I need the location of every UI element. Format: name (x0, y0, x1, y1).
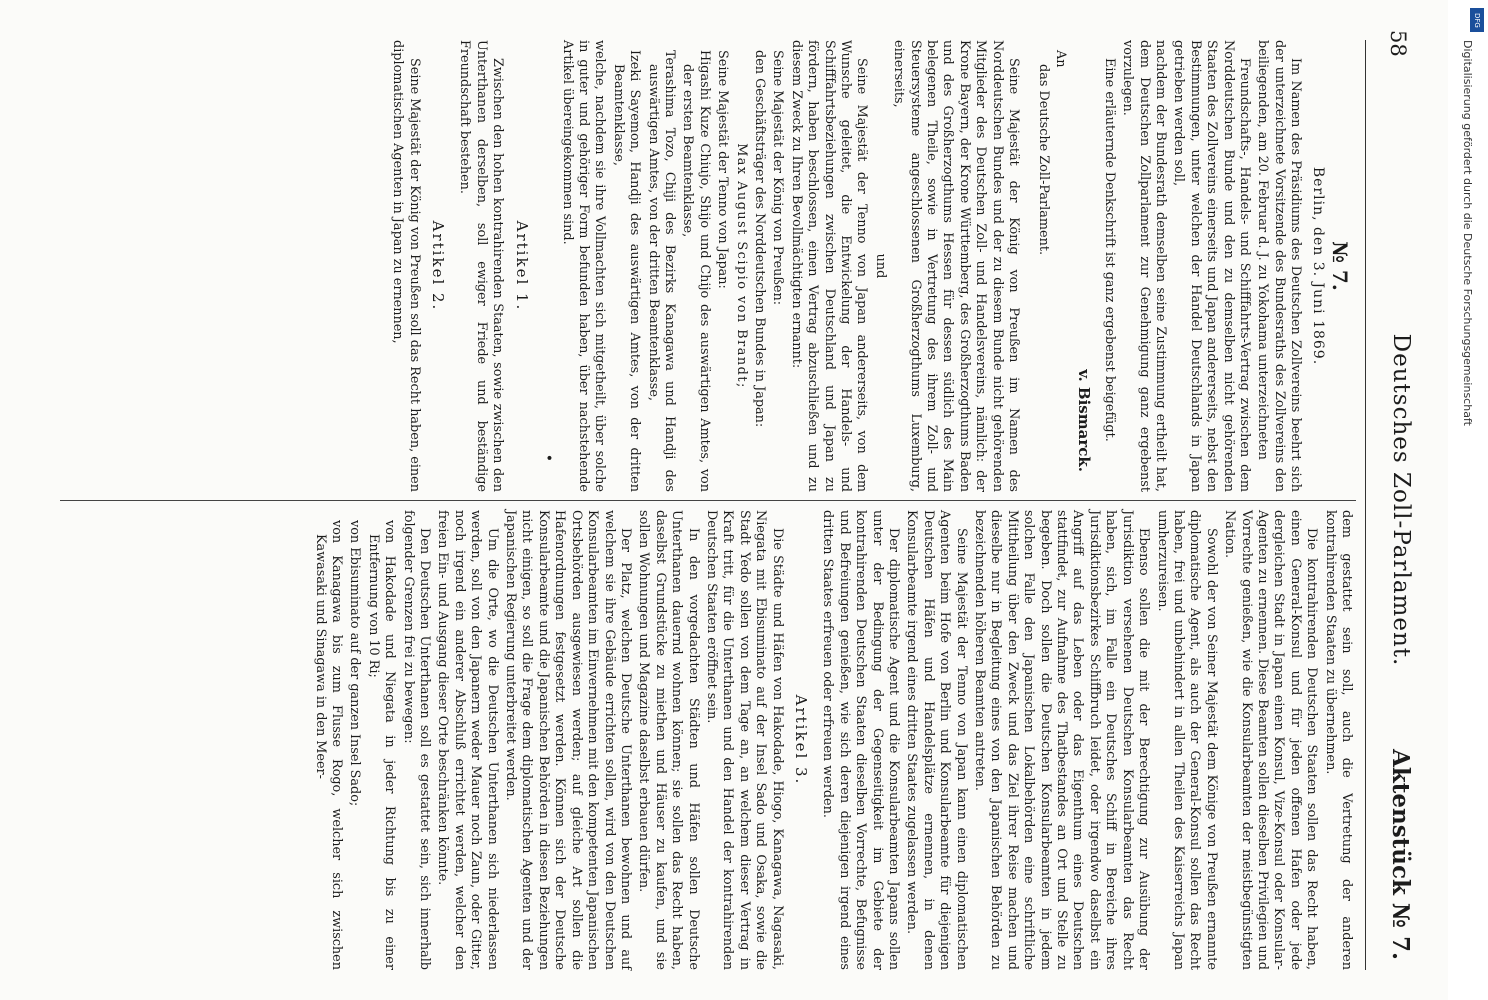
left-column (40, 40, 1354, 492)
dot-mark: • (540, 453, 557, 462)
spacer (1021, 40, 1035, 492)
watermark-text: Digitalisierung gefördert durch die Deutsche Forschungsgemeinschaft (1461, 40, 1474, 426)
treaty-title: Freundschafts-, Handels- und Schifffahrts-Vertrag zwischen dem Norddeutschen Bunde und den zu demselben nicht gehörenden Staaten des Zollvereins einerseits und Japan andererseits, nebst den Bestimmungen, unter welchen der Handel Deutschlands in Japan getrieben werden soll, (1171, 40, 1252, 492)
plenipotentiary-line: Seine Majestät der Tenno von Japan: (715, 50, 731, 289)
consent-paragraph: nachdem der Bundesrath demselben seine Zustimmung ertheilt hat, dem Deutschen Zollparlament zur Genehmigung ganz ergebenst vorzulegen. (1120, 40, 1168, 492)
signature: v. Bismarck. (1075, 369, 1094, 472)
dfg-logo: DFG (1470, 8, 1484, 32)
preamble-und: und (872, 253, 888, 279)
powers-paragraph: welche, nachdem sie ihre Vollmachten sich mitgetheilt, über solche in guter und gehöriger Form befunden haben, über nachstehende Artikel übereingekommen sind. (559, 40, 608, 492)
plenipotentiary-line: Terashima Tozo, Chiji des Bezirks Kanagawa und Handji des auswärtigen Amtes, von der dritten Beamtenklasse, (645, 50, 677, 492)
address-block (1035, 40, 1068, 492)
plenipotentiary-line: Izeki Sayemon, Handji des auswärtigen Amtes, von der dritten Beamtenklasse, (610, 50, 643, 492)
artikel-2-title: Artikel 2. (429, 220, 448, 312)
translation-note: Eine erläuternde Denkschrift ist ganz ergebenst beigefügt. (1101, 58, 1117, 442)
paragraph: Sowohl der von Seiner Majestät dem Könige von Preußen ernannte diplomatische Agent, als auch der General-Konsul sollen das Recht haben, frei und unbehindert in allen Theilen des Kaiserreichs Japan umherzureisen. (1154, 510, 1219, 970)
page-number: 58 (1386, 30, 1410, 57)
paragraph: Seine Majestät der Tenno von Japan kann einen diplomatischen Agenten beim Hofe von Berlin und Konsularbeamte für diejenigen Deutschen Häfen und Handelsplätze ernennen, in denen Konsularbeamte irgend eines dritten Staates zugelassen werden. (904, 510, 969, 970)
plenipotentiary-line: Seine Majestät der König von Preußen: (770, 50, 786, 306)
document-reference: Aktenstück № 7. (1387, 748, 1414, 960)
artikel-1-text: Zwischen den hohen kontrahirenden Staaten, sowie zwischen den Unterthanen derselben, soll ewiger Friede und beständige Freundschaft bestehen. (457, 40, 506, 492)
running-title: Deutsches Zoll-Parlament. (1388, 333, 1414, 667)
header-rule (1365, 40, 1366, 970)
column-divider (60, 500, 1356, 501)
paragraph: Die Städte und Häfen von Hakodade, Hiogo, Kanagawa, Nagasaki, Niegata mit Ebisuminato auf der Insel Sado und Osaka, sowie die Stadt Yedo sollen von dem Tage an, an welchem dieser Vertrag in Kraft tritt, für die Unterthanen und den Handel der kontrahirenden Deutschen Staaten eröffnet sein. (703, 510, 785, 970)
artikel-3-title: Artikel 3. (792, 694, 810, 786)
address-body: das Deutsche Zoll-Parlament. (1036, 64, 1052, 256)
plenipotentiary-name: Max August Scipio von Brandt; (733, 143, 749, 389)
plenipotentiary-line: den Geschäftsträger des Norddeutschen Bundes in Japan: (752, 50, 767, 428)
paragraph: Den Deutschen Unterthanen soll es gestattet sein, sich innerhalb folgender Grenzen frei zu bewegen: (400, 510, 433, 970)
paragraph: Der diplomatische Agent und die Konsularbeamten Japans sollen unter der Bedingung der Gegenseitigkeit im Gebiete der kontrahirenden Deutschen Staaten dieselben Vorrechte, Befugnisse und Befreiungen genießen, wie sich deren diejenigen irgend eines dritten Staates erfreuen oder erfreuen werden. (820, 510, 902, 970)
list-item: von Hakodade und Niegata in jeder Richtung bis zu einer Entfernung von 10 Ri; (365, 520, 398, 970)
number-heading: № 7. (1328, 241, 1352, 291)
paragraph: Ebenso sollen die mit der Berechtigung zur Ausübung der Jurisdiktion versehenen Deutschen Konsularbeamten das Recht haben, sich, im Falle ein Deutsches Schiff in Bereiche ihres Jurisdiktionsbezirkes Schiffbruch leidet, oder irgendwo daselbst ein Angriff auf das Leben oder das Eigenthum eines Deutschen stattfindet, zur Aufnahme des Thatbestandes an Ort und Stelle zu begeben. Doch sollen die Deutschen Konsularbeamten in jedem solchen Falle den Japanischen Lokalbehörden eine schriftliche Mittheilung über den Zweck und das Ziel ihrer Reise machen und dieselbe nur in Begleitung eines von den Japanischen Behörden zu bezeichnenden höheren Beamten antreten. (972, 510, 1152, 970)
artikel-2-text: Seine Majestät der König von Preußen soll das Recht haben, einen diplomatischen Agenten in Japan zu ernennen, (390, 40, 422, 492)
preamble-2: Seine Majestät der Tenno von Japan andererseits, von dem Wunsche geleitet, die Entwickelung der Handels- und Schifffahrtsbeziehungen zwischen Deutschland und Japan zu fördern, haben beschlossen, einen Vertrag abzuschließen und zu diesem Zweck zu Ihren Bevollmächtigten ernannt: (788, 40, 870, 492)
address-to: An (1052, 50, 1068, 68)
paragraph: Die kontrahirenden Deutschen Staaten sollen das Recht haben, einen General-Konsul und für jeden offenen Hafen oder jede dergleichen Stadt in Japan einen Konsul, Vize-Konsul oder Konsular-Agenten zu ernennen. Diese Beamten sollen dieselben Privilegien und Vorrechte genießen, wie die Konsularbeamten der meistbegünstigten Nation. (1222, 510, 1320, 970)
paragraph: In den vorgedachten Städten und Häfen sollen Deutsche Unterthanen dauernd wohnen können; sie sollen das Recht haben, daselbst Grundstücke zu miethen und Häuser zu kaufen, und sie sollen Wohnungen und Magazine daselbst erbauen dürfen. (636, 510, 701, 970)
artikel-1-title: Artikel 1. (512, 220, 531, 312)
dateline: Berlin, den 3. Juni 1869. (1309, 166, 1326, 366)
paragraph: Um die Orte, wo die Deutschen Unterthanen sich niederlassen werden, soll von den Japanern weder Mauer noch Zaun, oder Gitter, noch irgend ein anderer Abschluß errichtet werden, welcher den freien Ein- und Ausgang dieser Orte beschränken könnte. (435, 510, 500, 970)
plenipotentiary-line: Higashi Kuze Chiujo, Shijo und Chijo des auswärtigen Amtes, von der ersten Beamtenklasse, (680, 50, 712, 492)
intro-paragraph: Im Namen des Präsidiums des Deutschen Zollvereins beehrt sich der unterzeichnete Vorsitzende des Bundesraths des Zollvereins den beiliegenden, am 20. Februar d. J. zu Yokohama unterzeichneten (1255, 40, 1304, 492)
list-item: von Ebisuminato auf der ganzen Insel Sado; (347, 520, 363, 807)
preamble-1: Seine Majestät der König von Preußen im Namen des Norddeutschen Bundes und der zu diesem Bunde nicht gehörenden Mitglieder des Deutschen Zoll- und Handelsvereins, nämlich: der Krone Bayern, der Krone Württemberg, des Großherzogthums Baden und des Großherzogthums Hessen für dessen südlich des Main belegenen Theile, sowie in Vertretung des ihrem Zoll- und Steuersysteme angeschlossenen Großherzogthums Luxemburg, einerseits, (891, 40, 1022, 492)
paragraph: dem gestattet sein soll, auch die Vertretung der anderen kontrahirenden Staaten zu übernehmen. (1322, 510, 1354, 970)
paragraph: Der Platz, welchen Deutsche Unterthanen bewohnen und auf welchem sie ihre Gebäude errichten sollen, wird von den Deutschen Konsularbeamten im Einvernehmen mit den kompetenten Japanischen Ortsbehörden ausgewiesen werden; auf gleiche Art sollen die Hafenordnungen festgesetzt werden. Können sich der Deutsche Konsularbeamte und die Japanischen Behörden in diesen Beziehungen nicht einigen, so soll die Frage dem diplomatischen Agenten und der Japanischen Regierung unterbreitet werden. (503, 510, 633, 970)
digitization-watermark (1456, 40, 1486, 990)
right-column (40, 510, 1354, 970)
list-item: von Kanagawa bis zum Flusse Rogo, welcher sich zwischen Kawasaki und Sinagawa in den Meer- (312, 520, 345, 970)
